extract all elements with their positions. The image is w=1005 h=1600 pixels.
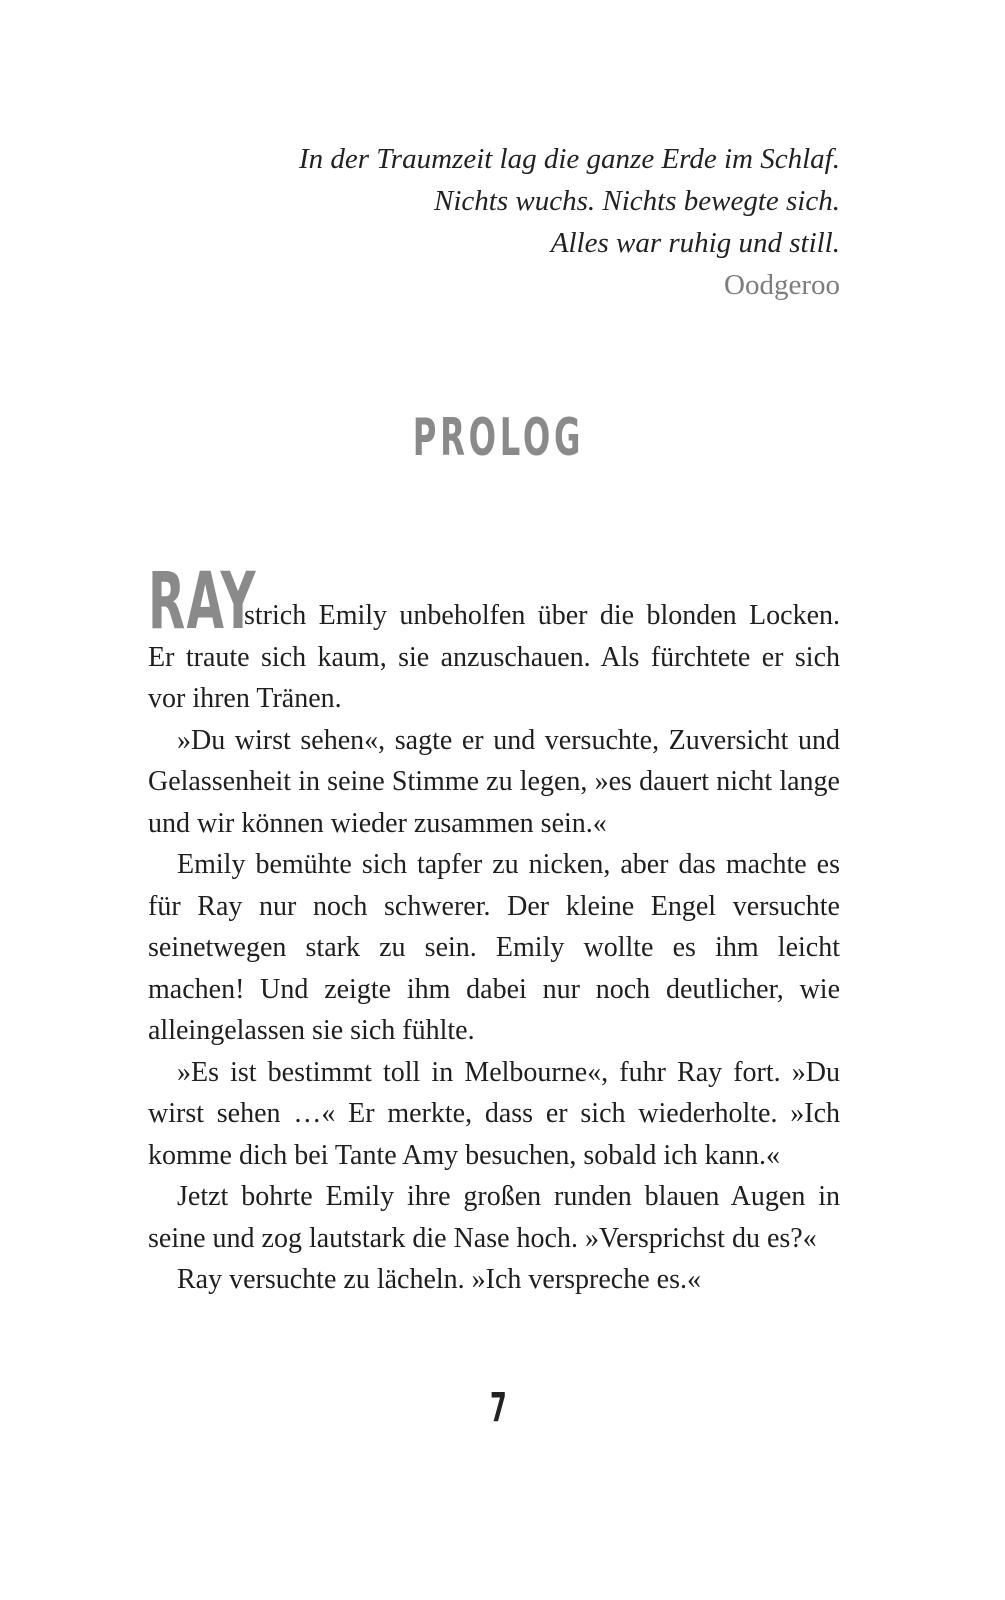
chapter-body [148, 557, 840, 1301]
epigraph [148, 138, 840, 306]
page-number: 7 [489, 1385, 507, 1431]
paragraph: Jetzt bohrte Emily ihre großen runden blauen Augen in seine und zog lautstark die Nase hoch. »Versprichst du es?« [148, 1181, 840, 1254]
paragraph-text: strich Emily unbeholfen über die blonden Locken. Er traute sich kaum, sie anzuschauen. Als fürchtete er sich vor ihren Tränen. [148, 600, 840, 714]
dropcap: RAY [148, 557, 257, 647]
paragraph: »Es ist bestimmt toll in Melbourne«, fuhr Ray fort. »Du wirst sehen …« Er merkte, dass er sich wiederholte. »Ich komme dich bei Tante Amy besuchen, sobald ich kann.« [148, 1056, 840, 1171]
epigraph-line: In der Traumzeit lag die ganze Erde im Schlaf. [298, 143, 840, 175]
paragraph: »Du wirst sehen«, sagte er und versuchte, Zuversicht und Gelassenheit in seine Stimme zu legen, »es dauert nicht lange und wir können wieder zusammen sein.« [148, 724, 840, 839]
epigraph-line: Nichts wuchs. Nichts bewegte sich. [434, 185, 840, 217]
paragraph: Ray versuchte zu lächeln. »Ich verspreche es.« [177, 1264, 701, 1295]
epigraph-author: Oodgeroo [724, 269, 840, 301]
epigraph-line: Alles war ruhig und still. [550, 227, 840, 259]
paragraph [148, 557, 840, 720]
paragraph: Emily bemühte sich tapfer zu nicken, aber das machte es für Ray nur noch schwerer. Der kleine Engel versuchte seinetwegen stark zu sein. Emily wollte es ihm leicht machen! Und zeigte ihm dabei nur noch deutlicher, wie alleingelassen sie sich fühlte. [148, 849, 840, 1046]
chapter-title: PROLOG [412, 408, 585, 468]
